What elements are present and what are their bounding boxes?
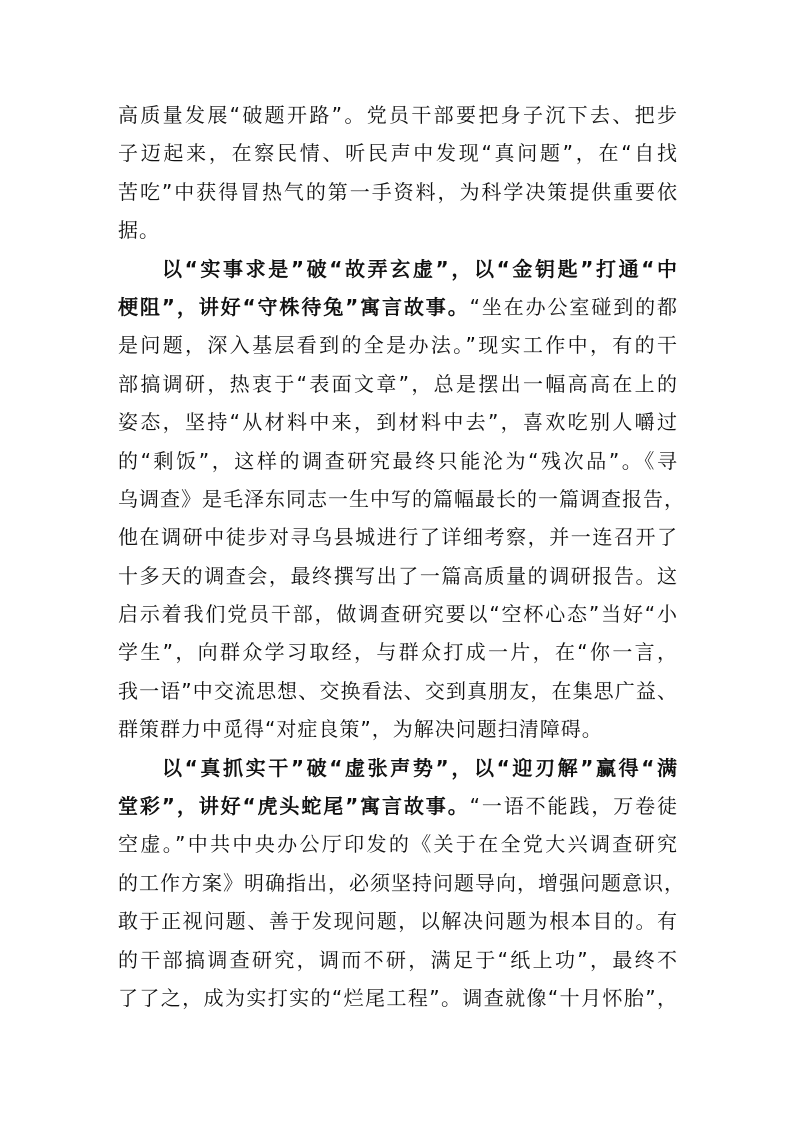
body-text: 的干部搞调查研究，调而不研，满足于“纸上功”，最终不	[118, 947, 678, 972]
text-line	[118, 442, 678, 480]
text-line	[118, 941, 678, 979]
bold-heading-text: 梗阻”，讲好“守株待兔”寓言故事。	[118, 294, 470, 319]
body-text: 我一语”中交流思想、交换看法、交到真朋友，在集思广益、	[118, 678, 678, 703]
text-line	[118, 173, 678, 211]
document-body	[118, 96, 685, 1017]
body-text: 据。	[118, 218, 160, 243]
body-text: 苦吃”中获得冒热气的第一手资料，为科学决策提供重要依	[118, 179, 678, 204]
bold-heading-text: 堂彩”，讲好“虎头蛇尾”寓言故事。	[118, 794, 470, 819]
text-line	[118, 825, 678, 863]
text-line	[118, 480, 685, 518]
text-line	[118, 595, 678, 633]
body-text: 敢于正视问题、善于发现问题，以解决问题为根本目的。有	[118, 909, 678, 934]
text-line	[118, 134, 678, 172]
body-text: 高质量发展“破题开路”。党员干部要把身子沉下去、把步	[118, 103, 678, 127]
text-line	[118, 864, 685, 902]
body-text: 他在调研中徒步对寻乌县城进行了详细考察，并一连召开了	[118, 525, 678, 550]
body-text: 群策群力中觅得“对症良策”，为解决问题扫清障碍。	[118, 717, 603, 742]
text-line	[118, 403, 678, 441]
text-line	[118, 250, 678, 288]
text-line	[118, 672, 678, 710]
text-line	[118, 211, 678, 249]
bold-heading-text: 以“实事求是”破“故弄玄虚”，以“金钥匙”打通“中	[162, 256, 678, 281]
text-line	[118, 288, 678, 326]
body-text: 空虚。”中共中央办公厅印发的《关于在全党大兴调查研究	[118, 832, 678, 857]
text-line	[118, 633, 678, 671]
text-line	[118, 557, 678, 595]
body-text: “一语不能践，万卷徒	[469, 794, 678, 819]
text-line	[118, 902, 678, 940]
body-text: 十多天的调查会，最终撰写出了一篇高质量的调研报告。这	[118, 563, 678, 588]
paragraph	[118, 749, 685, 1018]
text-line	[118, 710, 678, 748]
paragraph	[118, 250, 685, 749]
text-line	[118, 326, 678, 364]
body-text: 的“剩饭”，这样的调查研究最终只能沦为“残次品”。《寻	[118, 448, 678, 473]
body-text: 部搞调研，热衷于“表面文章”，总是摆出一幅高高在上的	[118, 371, 678, 396]
body-text: 子迈起来，在察民情、听民声中发现“真问题”，在“自找	[118, 141, 678, 166]
body-text: 姿态，坚持“从材料中来，到材料中去”，喜欢吃别人嚼过	[118, 410, 678, 435]
body-text: 了了之，成为实打实的“烂尾工程”。调查就像“十月怀胎”，	[118, 985, 678, 1010]
text-line	[118, 979, 678, 1017]
body-text: 是问题，深入基层看到的全是办法。”现实工作中，有的干	[118, 333, 678, 358]
text-line	[118, 749, 678, 787]
body-text: 乌调查》是毛泽东同志一生中写的篇幅最长的一篇调查报告，	[118, 486, 685, 511]
text-line	[118, 518, 678, 556]
body-text: 启示着我们党员干部，做调查研究要以“空杯心态”当好“小	[118, 602, 678, 627]
body-text: 的工作方案》明确指出，必须坚持问题导向，增强问题意识，	[118, 870, 685, 895]
text-line	[118, 96, 678, 134]
paragraph	[118, 96, 678, 250]
body-text: 学生”，向群众学习取经，与群众打成一片，在“你一言，	[118, 640, 678, 665]
bold-heading-text: 以“真抓实干”破“虚张声势”，以“迎刃解”赢得“满	[162, 755, 678, 780]
text-line	[118, 787, 678, 825]
body-text: “坐在办公室碰到的都	[469, 294, 678, 319]
text-line	[118, 365, 678, 403]
